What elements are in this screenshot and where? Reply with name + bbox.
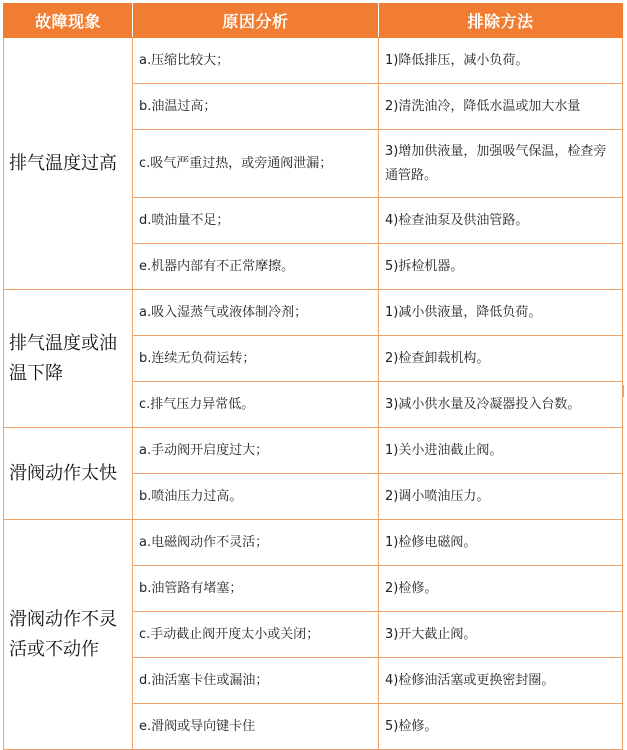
cause-cell: c.排气压力异常低。 [133, 382, 379, 428]
cause-cell: a.手动阀开启度过大； [133, 428, 379, 474]
remedy-cell: 3)增加供液量，加强吸气保温，检查旁通管路。 [379, 130, 623, 198]
symptom-cell: 排气温度过高 [4, 38, 133, 290]
header-row [4, 4, 623, 38]
header-symptom: 故障现象 [4, 4, 133, 38]
fault-table [3, 3, 623, 750]
remedy-cell: 4)检修油活塞或更换密封圈。 [379, 658, 623, 704]
cause-cell: b.连续无负荷运转； [133, 336, 379, 382]
table-row [4, 290, 623, 336]
table-row [4, 428, 623, 474]
cause-cell: b.油管路有堵塞； [133, 566, 379, 612]
cause-cell: c.手动截止阀开度太小或关闭； [133, 612, 379, 658]
remedy-cell: 1)关小进油截止阀。 [379, 428, 623, 474]
cause-cell: a.压缩比较大； [133, 38, 379, 84]
scroll-edge-mark [623, 385, 624, 397]
cause-cell: d.油活塞卡住或漏油； [133, 658, 379, 704]
cause-cell: a.吸入湿蒸气或液体制冷剂； [133, 290, 379, 336]
table-row [4, 520, 623, 566]
cause-cell: b.油温过高； [133, 84, 379, 130]
cause-cell: b.喷油压力过高。 [133, 474, 379, 520]
remedy-cell: 4)检查油泵及供油管路。 [379, 198, 623, 244]
cause-cell: c.吸气严重过热，或旁通阀泄漏； [133, 130, 379, 198]
header-remedy: 排除方法 [379, 4, 623, 38]
cause-cell: d.喷油量不足； [133, 198, 379, 244]
table-row [4, 38, 623, 84]
remedy-cell: 5)检修。 [379, 704, 623, 750]
symptom-cell: 排气温度或油温下降 [4, 290, 133, 428]
remedy-cell: 5)拆检机器。 [379, 244, 623, 290]
remedy-cell: 2)检修。 [379, 566, 623, 612]
cause-cell: a.电磁阀动作不灵活； [133, 520, 379, 566]
cause-cell: e.滑阀或导向键卡住 [133, 704, 379, 750]
remedy-cell: 2)清洗油冷，降低水温或加大水量 [379, 84, 623, 130]
remedy-cell: 1)减小供液量，降低负荷。 [379, 290, 623, 336]
remedy-cell: 1)降低排压，减小负荷。 [379, 38, 623, 84]
symptom-cell: 滑阀动作不灵活或不动作 [4, 520, 133, 750]
remedy-cell: 1)检修电磁阀。 [379, 520, 623, 566]
remedy-cell: 2)调小喷油压力。 [379, 474, 623, 520]
header-cause: 原因分析 [133, 4, 379, 38]
remedy-cell: 3)开大截止阀。 [379, 612, 623, 658]
symptom-cell: 滑阀动作太快 [4, 428, 133, 520]
cause-cell: e.机器内部有不正常摩擦。 [133, 244, 379, 290]
remedy-cell: 3)减小供水量及冷凝器投入台数。 [379, 382, 623, 428]
remedy-cell: 2)检查卸载机构。 [379, 336, 623, 382]
